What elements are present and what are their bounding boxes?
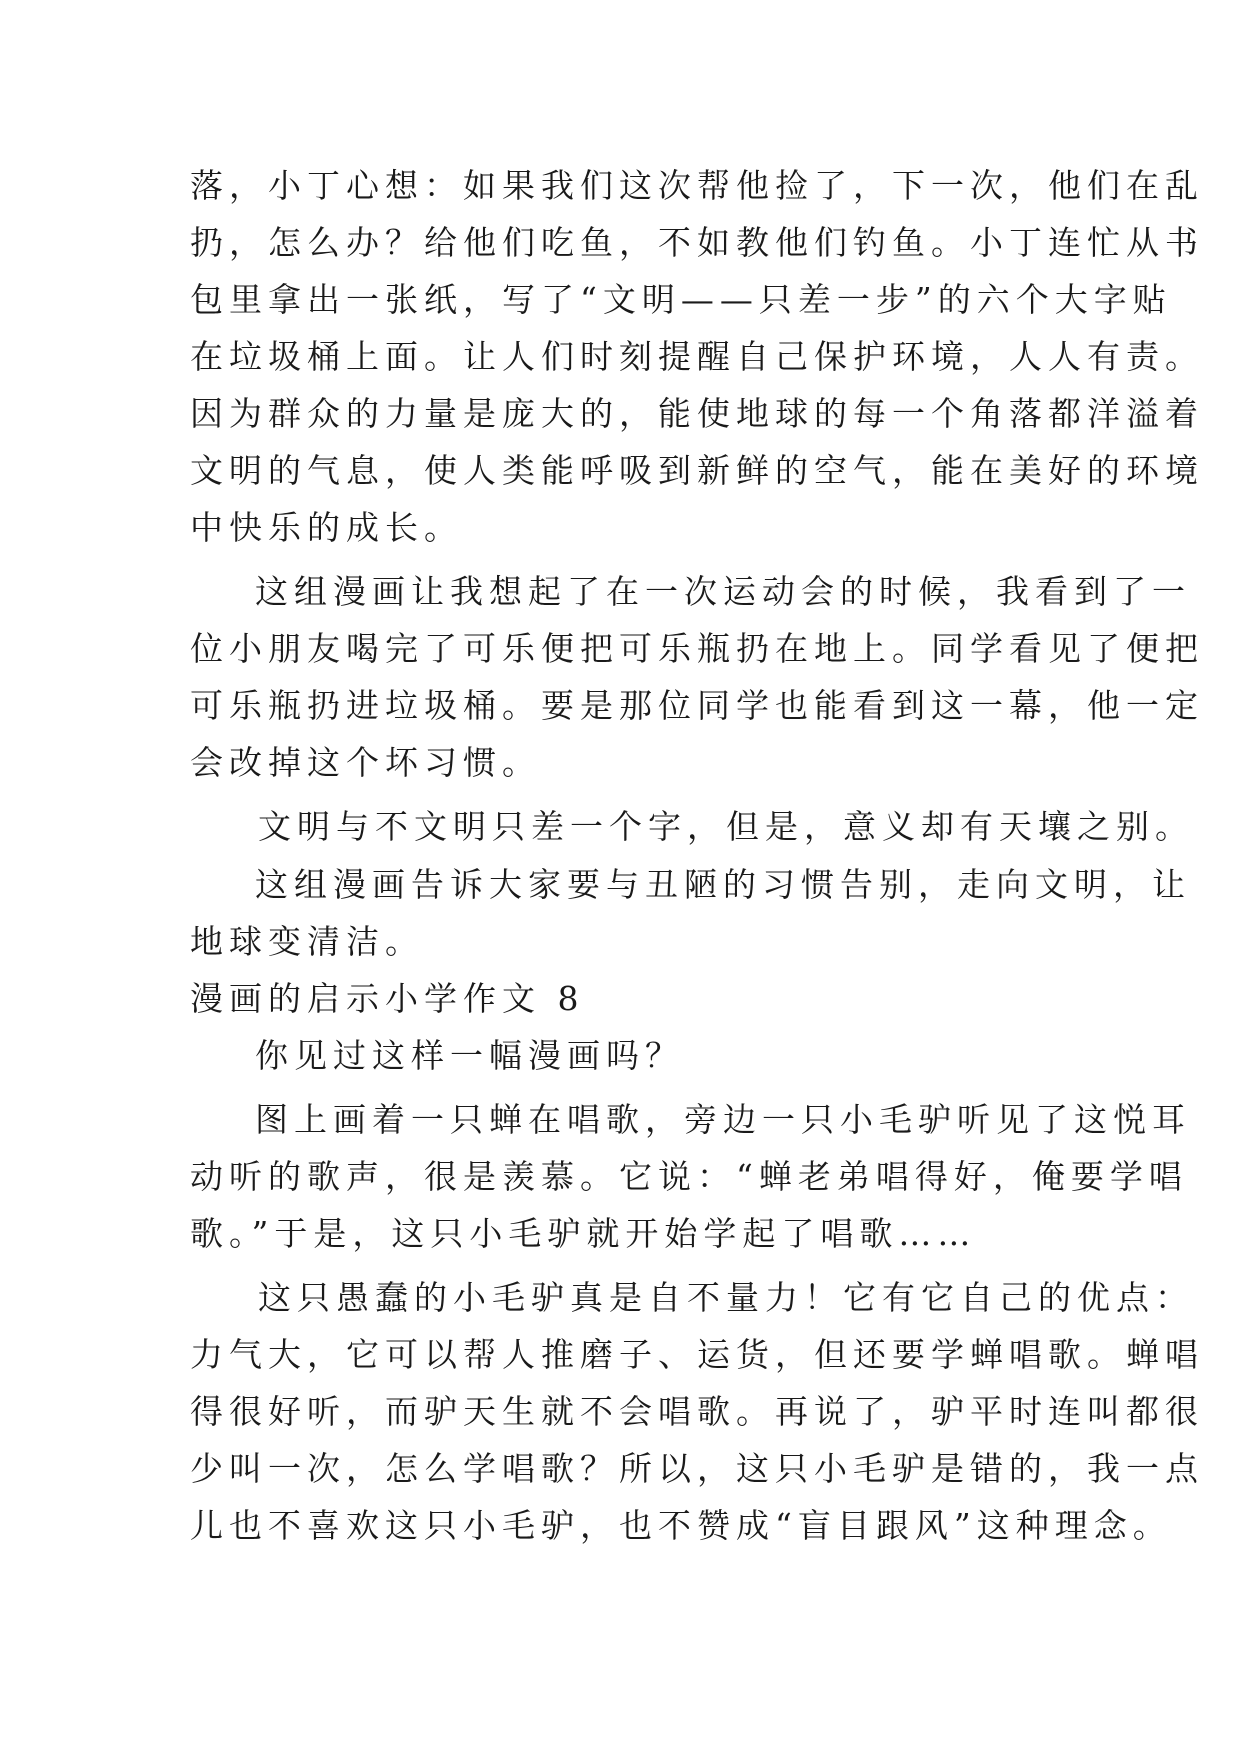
text-line: 会改掉这个坏习惯。	[190, 743, 541, 782]
text-line: 地球变清洁。	[190, 922, 424, 961]
text-line: 少叫一次，怎么学唱歌？所以，这只小毛驴是错的，我一点	[190, 1449, 1204, 1488]
text-line: 落，小丁心想：如果我们这次帮他捡了，下一次，他们在乱	[190, 166, 1204, 205]
text-line: 你见过这样一幅漫画吗？	[255, 1036, 684, 1075]
text-line: 儿也不喜欢这只小毛驴，也不赞成“盲目跟风”这种理念。	[190, 1506, 1172, 1545]
text-line: 这只愚蠢的小毛驴真是自不量力！它有它自己的优点：	[258, 1278, 1194, 1317]
text-line: 文明的气息，使人类能呼吸到新鲜的空气，能在美好的环境	[190, 451, 1204, 490]
text-line: 因为群众的力量是庞大的，能使地球的每一个角落都洋溢着	[190, 394, 1204, 433]
text-line: 力气大，它可以帮人推磨子、运货，但还要学蝉唱歌。蝉唱	[190, 1335, 1204, 1374]
text-line: 歌。”于是，这只小毛驴就开始学起了唱歌……	[190, 1214, 977, 1253]
text-line: 得很好听，而驴天生就不会唱歌。再说了，驴平时连叫都很	[190, 1392, 1204, 1431]
text-line: 这组漫画告诉大家要与丑陋的习惯告别，走向文明，让	[255, 865, 1191, 904]
text-line: 在垃圾桶上面。让人们时刻提醒自己保护环境，人人有责。	[190, 337, 1204, 376]
text-line: 动听的歌声，很是羡慕。它说：“蝉老弟唱得好，俺要学唱	[190, 1157, 1188, 1196]
text-line: 包里拿出一张纸，写了“文明——只差一步”的六个大字贴	[190, 280, 1172, 319]
text-line: 图上画着一只蝉在唱歌，旁边一只小毛驴听见了这悦耳	[255, 1100, 1191, 1139]
text-line: 可乐瓶扔进垃圾桶。要是那位同学也能看到这一幕，他一定	[190, 686, 1204, 725]
text-line: 位小朋友喝完了可乐便把可乐瓶扔在地上。同学看见了便把	[190, 629, 1204, 668]
text-line: 扔，怎么办？给他们吃鱼，不如教他们钓鱼。小丁连忙从书	[190, 223, 1204, 262]
text-line: 文明与不文明只差一个字，但是，意义却有天壤之别。	[258, 807, 1194, 846]
section-heading: 漫画的启示小学作文 8	[190, 979, 585, 1018]
text-line: 这组漫画让我想起了在一次运动会的时候，我看到了一	[255, 572, 1191, 611]
text-line: 中快乐的成长。	[190, 508, 463, 547]
